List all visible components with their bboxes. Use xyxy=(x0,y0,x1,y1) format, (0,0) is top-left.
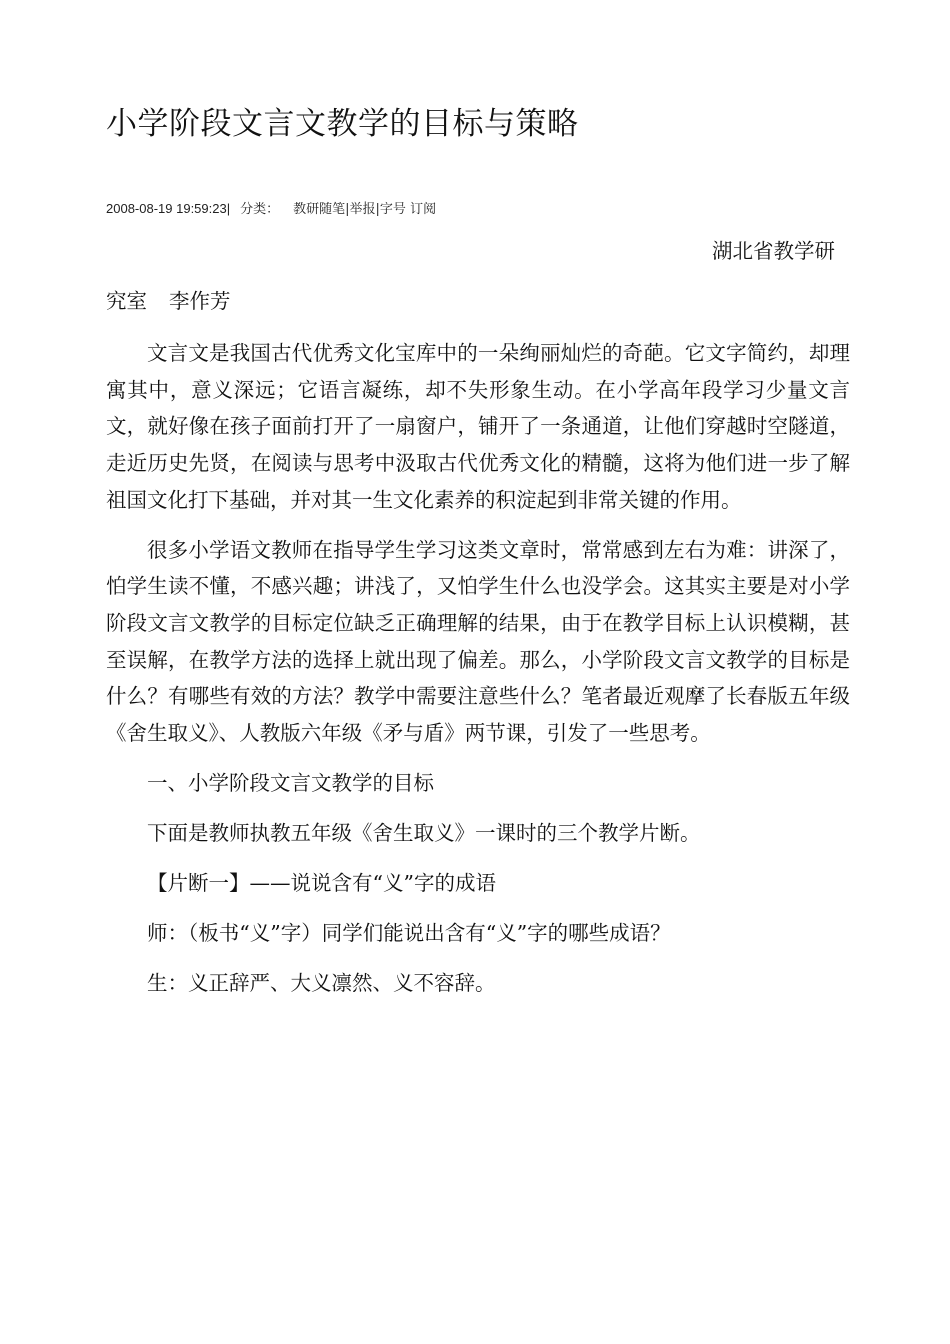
author-affiliation-end: 究室 xyxy=(106,289,147,313)
article-body xyxy=(106,335,850,1015)
body-paragraph: 文言文是我国古代优秀文化宝库中的一朵绚丽灿烂的奇葩。它文字简约，却理寓其中，意义深远；它语言凝练，却不失形象生动。在小学高年段学习少量文言文，就好像在孩子面前打开了一扇窗户，铺开了一条通道，让他们穿越时空隧道，走近历史先贤，在阅读与思考中汲取古代优秀文化的精髓，这将为他们进一步了解祖国文化打下基础，并对其一生文化素养的积淀起到非常关键的作用。 xyxy=(106,341,850,512)
author-affiliation-line: 湖北省教学研 xyxy=(712,239,835,263)
author-name: 李作芳 xyxy=(169,289,231,313)
category-label: 分类： xyxy=(240,202,280,217)
dialogue-line: 师：（板书“义”字）同学们能说出含有“义”字的哪些成语？ xyxy=(147,920,671,945)
article-meta xyxy=(106,200,436,219)
body-paragraph: 很多小学语文教师在指导学生学习这类文章时，常常感到左右为难：讲深了，怕学生读不懂，不感兴趣；讲浅了，又怕学生什么也没学会。这其实主要是对小学阶段文言文教学的目标定位缺乏正确理解的结果，由于在教学目标上认识模糊，甚至误解，在教学方法的选择上就出现了偏差。那么，小学阶段文言文教学的目标是什么？有哪些有效的方法？教学中需要注意些什么？笔者最近观摩了长春版五年级《舍生取义》、人教版六年级《矛与盾》两节课，引发了一些思考。 xyxy=(106,537,850,746)
subscribe-link[interactable]: 订阅 xyxy=(410,202,437,217)
font-size-link[interactable]: 字号 xyxy=(379,202,406,217)
report-link[interactable]: 举报 xyxy=(349,202,376,217)
category-link[interactable]: 教研随笔 xyxy=(293,202,346,217)
post-datetime: 2008-08-19 19:59:23| xyxy=(106,201,231,216)
dialogue-line: 生：义正辞严、大义凛然、义不容辞。 xyxy=(147,970,496,995)
article-title: 小学阶段文言文教学的目标与策略 xyxy=(106,106,579,142)
meta-separator: | xyxy=(345,202,350,217)
author-line xyxy=(106,286,231,316)
excerpt-heading: 【片断一】——说说含有“义”字的成语 xyxy=(147,870,496,895)
meta-separator: | xyxy=(375,202,380,217)
body-line: 下面是教师执教五年级《舍生取义》一课时的三个教学片断。 xyxy=(147,820,701,845)
section-heading: 一、小学阶段文言文教学的目标 xyxy=(147,770,434,795)
